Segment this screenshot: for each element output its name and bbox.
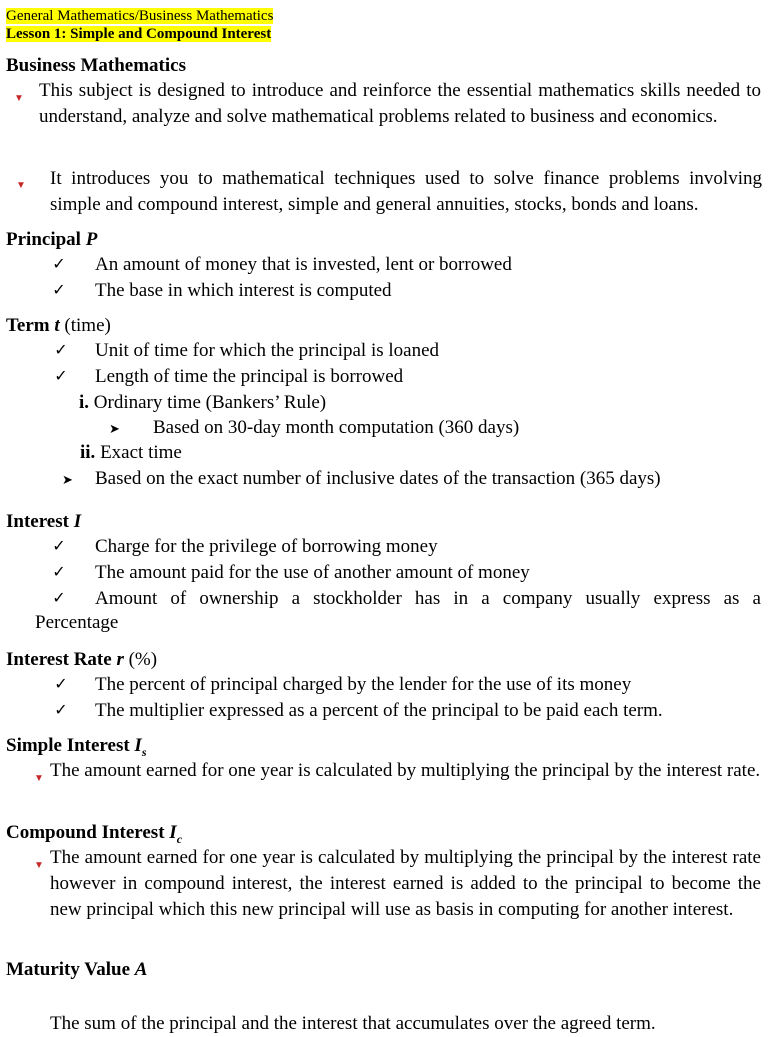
term-item: Unit of time for which the principal is loaned: [95, 340, 440, 361]
check-icon: ✓: [52, 588, 66, 607]
rate-item: The multiplier expressed as a percent of the principal to be paid each term.: [95, 700, 663, 721]
arrow-down-icon: ▼: [14, 93, 24, 104]
check-icon: ✓: [52, 280, 66, 299]
compound-heading: Compound Interest $I_c$: [6, 822, 183, 846]
arrowhead-icon: ➤: [109, 422, 120, 437]
bm-heading: Business Mathematics: [6, 55, 186, 76]
rate-item: The percent of principal charged by the lender for the use of its money: [95, 674, 632, 695]
lesson-title: Lesson 1: Simple and Compound Interest: [6, 26, 272, 42]
interest-item-3: Amount of ownership a stockholder has in a company usually express as a: [95, 588, 761, 609]
ordinary-time-detail: Based on 30-day month computation (360 days): [153, 417, 520, 438]
ordinary-time: i. Ordinary time (Bankers’ Rule): [79, 392, 327, 413]
principal-item: The base in which interest is computed: [95, 280, 392, 301]
interest-item: Charge for the privilege of borrowing money: [95, 536, 438, 557]
interest-item-3-cont: Percentage: [35, 612, 119, 633]
rate-heading: Interest Rate r (%): [6, 649, 158, 670]
interest-heading: Interest I: [6, 511, 82, 532]
arrow-down-icon: ▼: [34, 773, 44, 784]
term-item: Length of time the principal is borrowed: [95, 366, 404, 387]
principal-item: An amount of money that is invested, lent or borrowed: [95, 254, 512, 275]
principal-heading: Principal P: [6, 229, 98, 250]
exact-time-detail: Based on the exact number of inclusive dates of the transaction (365 days): [95, 468, 661, 489]
arrowhead-icon: ➤: [62, 473, 73, 488]
term-heading: Term t (time): [6, 315, 111, 336]
check-icon: ✓: [52, 562, 66, 581]
simple-heading: Simple Interest $I_s$: [6, 735, 147, 759]
arrow-down-icon: ▼: [16, 180, 26, 191]
exact-time: ii. Exact time: [80, 442, 182, 463]
maturity-heading: Maturity Value A: [6, 959, 148, 980]
compound-body: The amount earned for one year is calculated by multiplying the principal by the interest rate however in compound interest, the interest earned is added to the principal to become the new principal which this new principal will use as basis in computing for another interest.: [50, 847, 761, 920]
check-icon: ✓: [54, 340, 68, 359]
bm-paragraph-2: It introduces you to mathematical techniques used to solve finance problems involving simple and compound interest, simple and general annuities, stocks, bonds and loans.: [50, 168, 762, 215]
check-icon: ✓: [52, 254, 66, 273]
check-icon: ✓: [54, 700, 68, 719]
course-title: General Mathematics/Business Mathematics: [6, 8, 274, 24]
maturity-body: The sum of the principal and the interest that accumulates over the agreed term.: [50, 1013, 656, 1034]
check-icon: ✓: [52, 536, 66, 555]
interest-item: The amount paid for the use of another amount of money: [95, 562, 530, 583]
arrow-down-icon: ▼: [34, 860, 44, 871]
check-icon: ✓: [54, 674, 68, 693]
check-icon: ✓: [54, 366, 68, 385]
simple-body: The amount earned for one year is calculated by multiplying the principal by the interest rate.: [50, 760, 761, 781]
bm-paragraph-1: This subject is designed to introduce and reinforce the essential mathematics skills needed to understand, analyze and solve mathematical problems related to business and economics.: [39, 80, 761, 127]
